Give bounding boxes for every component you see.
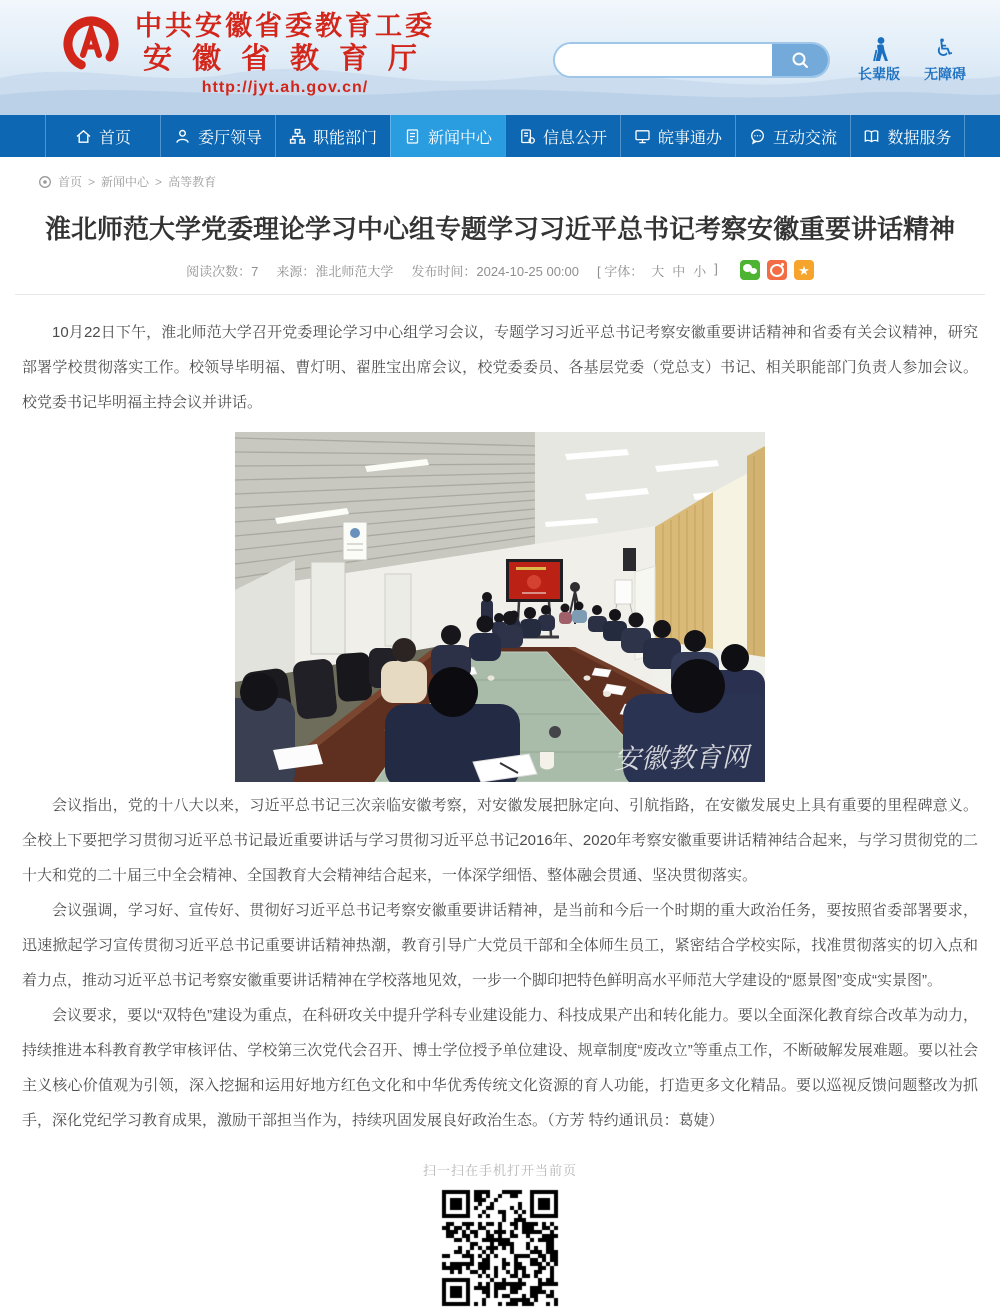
nav-item-news-center[interactable]: [390, 115, 505, 157]
chat-bubble-icon: [749, 128, 766, 145]
nav-item-departments[interactable]: [275, 115, 390, 157]
wall-plaque: [343, 522, 367, 560]
photo-watermark: 安徽教育网: [613, 742, 750, 776]
search-input[interactable]: [555, 44, 772, 76]
paragraph-3: 会议强调，学习好、宣传好、贯彻好习近平总书记考察安徽重要讲话精神，是当前和今后一个时期的重大政治任务，要按照省委部署要求，迅速掀起学习宣传贯彻习近平总书记重要讲话精神热潮，教育引导广大党员干部和全体师生员工，紧密结合学校实际，找准贯彻落实的切入点和着力点，推动习近平总书记考察安徽重要讲话精神在学校落地见效，一步一个脚印把特色鲜明高水平师范大学建设的“愿景图”变成“实景图”。: [22, 902, 978, 989]
wechat-share-icon[interactable]: [740, 260, 760, 280]
info-document-icon: [519, 128, 536, 145]
nav-label: 新闻中心: [427, 129, 492, 147]
nav-label: 首页: [98, 129, 131, 147]
nav-label: 互动交流: [772, 129, 837, 147]
site-url: http://jyt.ah.gov.cn/: [201, 79, 369, 96]
font-size-prefix: [ 字体：: [597, 263, 644, 279]
nav-item-interaction[interactable]: [735, 115, 850, 157]
wheelchair-icon: ♿: [934, 35, 956, 62]
font-size-suffix: ]: [714, 260, 718, 276]
org-name-line2: 安徽省教育厅: [142, 43, 437, 75]
news-document-icon: [404, 128, 421, 145]
search-button[interactable]: [772, 44, 828, 76]
org-name-line1: 中共安徽省委教育工委: [135, 11, 435, 41]
person-icon: [174, 128, 191, 145]
elder-version-label: 长辈版: [858, 66, 900, 82]
search-box: [553, 42, 830, 78]
nav-label: 信息公开: [542, 129, 607, 147]
home-icon: [75, 128, 92, 145]
weibo-share-icon[interactable]: [767, 260, 787, 280]
breadcrumb-higher-education[interactable]: 高等教育: [168, 175, 217, 189]
article-title: 淮北师范大学党委理论学习中心组专题学习习近平总书记考察安徽重要讲话精神: [44, 214, 955, 244]
site-title-block: [130, 10, 440, 97]
search-icon: [790, 50, 810, 70]
nav-label: 皖事通办: [657, 129, 722, 147]
elder-person-icon: [867, 36, 891, 62]
nav-label: 数据服务: [887, 129, 952, 147]
paragraph-1: 10月22日下午，淮北师范大学召开党委理论学习中心组学习会议，专题学习习近平总书记考察安徽重要讲话精神和省委有关会议精神，研究部署学校贯彻落实工作。校领导毕明福、曹灯明、翟胜宝出席会议，校党委委员、各基层党委（党总支）书记、相关职能部门负责人参加会议。校党委书记毕明福主持会议并讲话。: [22, 324, 978, 411]
article-meta: [0, 260, 1000, 280]
elder-version-link[interactable]: [858, 36, 900, 84]
view-count: 阅读次数：7: [186, 263, 259, 279]
nav-item-home[interactable]: [45, 115, 160, 157]
qr-caption: 扫一扫在手机打开当前页: [422, 1163, 577, 1178]
org-chart-icon: [289, 128, 306, 145]
nav-item-data-services[interactable]: [850, 115, 965, 157]
monitor-icon: [634, 128, 651, 145]
article-photo: [235, 432, 765, 782]
font-size-small-button[interactable]: 小: [693, 263, 707, 279]
accessibility-label: 无障碍: [924, 66, 966, 82]
nav-item-info-disclosure[interactable]: [505, 115, 620, 157]
breadcrumb: [0, 157, 1000, 198]
main-navigation: [0, 115, 1000, 157]
quick-links: [858, 36, 966, 84]
breadcrumb-home[interactable]: 首页: [58, 175, 83, 189]
qr-section: [0, 1160, 1000, 1307]
site-header: [0, 0, 1000, 115]
wall-speaker: [623, 548, 636, 571]
favorite-star-icon[interactable]: ★: [794, 260, 814, 280]
font-size-large-button[interactable]: 大: [651, 263, 665, 279]
location-pin-icon: [38, 175, 52, 189]
article-main: [0, 212, 1000, 1307]
nav-item-leaders[interactable]: [160, 115, 275, 157]
open-book-icon: [863, 128, 880, 145]
font-size-medium-button[interactable]: 中: [672, 263, 686, 279]
nav-label: 职能部门: [312, 129, 377, 147]
accessibility-link[interactable]: [924, 36, 966, 84]
department-logo-icon: [58, 10, 124, 76]
publish-time: 发布时间：2024-10-25 00:00: [411, 263, 580, 279]
font-size-controls: [597, 261, 718, 280]
breadcrumb-separator: >: [155, 174, 163, 189]
paragraph-2: 会议指出，党的十八大以来，习近平总书记三次亲临安徽考察，对安徽发展把脉定向、引航指路，在安徽发展史上具有重要的里程碑意义。全校上下要把学习贯彻习近平总书记最近重要讲话与学习贯彻习近平总书记2016年、2020年考察安徽重要讲话精神结合起来，与学习贯彻党的二十大和党的二十届三中全会精神、全国教育大会精神结合起来，一体深学细悟、整体融会贯通、坚决贯彻落实。: [22, 797, 978, 884]
article-body: [0, 295, 1000, 1138]
breadcrumb-separator: >: [88, 174, 96, 189]
nav-label: 委厅领导: [197, 129, 262, 147]
qr-code: [441, 1189, 559, 1307]
nav-item-online-services[interactable]: [620, 115, 735, 157]
attendee-beige-jacket: [381, 661, 427, 703]
breadcrumb-news-center[interactable]: 新闻中心: [101, 175, 150, 189]
share-icons: [740, 260, 814, 280]
paragraph-4: 会议要求，要以“双特色”建设为重点，在科研攻关中提升学科专业建设能力、科技成果产出和转化能力。要以全面深化教育综合改革为动力，持续推进本科教育教学审核评估、学校第三次党代会召开、博士学位授予单位建设、规章制度“废改立”等重点工作，不断破解发展难题。要以社会主义核心价值观为引领，深入挖掘和运用好地方红色文化和中华优秀传统文化资源的育人功能，打造更多文化精品。要以巡视反馈问题整改为抓手，深化党纪学习教育成果，激励干部担当作为，持续巩固发展良好政治生态。（方芳 特约通讯员：葛婕）: [22, 1007, 978, 1129]
meeting-room-photo: [235, 432, 765, 782]
article-source: 来源：淮北师范大学: [276, 263, 394, 279]
